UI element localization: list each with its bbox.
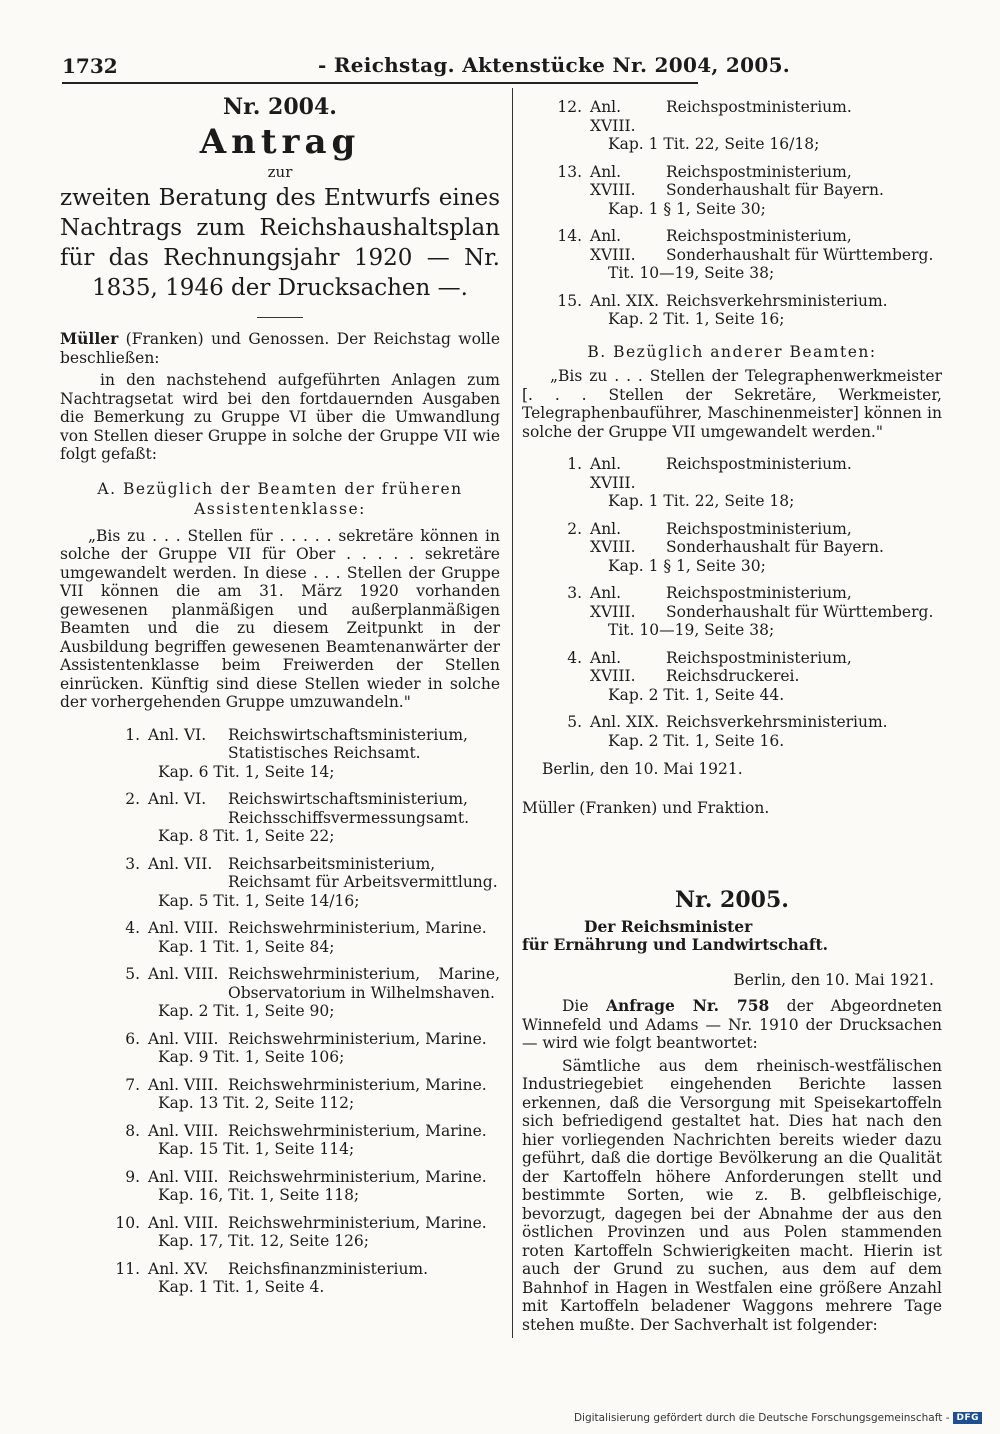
answer-paragraph-2: Sämtliche aus dem rheinisch-westfälischen Industriegebiet eingehenden Berichte lassen erkennen, daß die Versorgung mit Speisekartoffeln sich befriedigend gestaltet hat. Dies hat nach den hier vorliegenden Nachrichten bereits wieder dazu geführt, daß die dortige Bevölkerung an die Qualität der Kartoffeln höhere Anforderungen stellt und bestimmte Sorten, wie z. B. gelbfleischige, bevorzugt, dagegen bei der Abnahme der aus den östlichen Provinzen und aus Polen stammenden roten Kartoffeln Schwierigkeiten macht. Hierin ist auch der Grund zu suchen, aus dem auf dem Bahnhof in Hagen in Westfalen eine größere Anzahl mit Kartoffeln beladener Waggons mehrere Tage stehen mußte. Der Sachverhalt ist folgender: bbox=[522, 1056, 942, 1334]
page-number: 1732 bbox=[62, 54, 118, 78]
list-item: 4. Anl. VIII. Reichswehrministerium, Marine. Kap. 1 Tit. 1, Seite 84; bbox=[125, 919, 487, 956]
mover-paragraph bbox=[60, 330, 500, 367]
list-item: 2. Anl. XVIII. Reichspostministerium, Sonderhaushalt für Bayern. Kap. 1 § 1, Seite 30; bbox=[567, 519, 884, 575]
doc-2005-number: Nr. 2005. bbox=[675, 887, 789, 913]
doc-2004-zur: zur bbox=[267, 162, 293, 181]
items-a-right bbox=[522, 98, 942, 329]
footer-text: Digitalisierung gefördert durch die Deutsche Forschungsgemeinschaft - bbox=[573, 1412, 950, 1424]
list-item: 1. Anl. VI. Reichswirtschaftsministerium, Statistisches Reichsamt. Kap. 6 Tit. 1, Seite 14; bbox=[125, 725, 468, 781]
list-item: 2. Anl. VI. Reichswirtschaftsministerium, Reichsschiffsvermessungsamt. Kap. 8 Tit. 1, Seite 22; bbox=[125, 790, 470, 845]
items-b bbox=[522, 455, 942, 750]
list-item: 3. Anl. VII. Reichsarbeitsministerium, Reichsamt für Arbeitsvermittlung. Kap. 5 Tit. 1, Seite 14/16; bbox=[125, 854, 498, 910]
title-rule bbox=[257, 317, 303, 318]
right-column bbox=[522, 98, 942, 1334]
list-item: 9. Anl. VIII. Reichswehrministerium, Marine. Kap. 16, Tit. 1, Seite 118; bbox=[125, 1167, 487, 1204]
answer-paragraph-1: Die Anfrage Nr. 758 der Abgeordneten Winnefeld und Adams — Nr. 1910 der Drucksachen — wird wie folgt beantwortet: bbox=[522, 996, 943, 1052]
list-item: 14. Anl. XVIII. Reichspostministerium, Sonderhaushalt für Württemberg. Tit. 10—19, Seite 38; bbox=[557, 227, 934, 282]
list-item: 3. Anl. XVIII. Reichspostministerium, Sonderhaushalt für Württemberg. Tit. 10—19, Seite 38; bbox=[567, 584, 934, 639]
anfrage-ref: Anfrage Nr. 758 bbox=[605, 996, 770, 1015]
list-item: 5. Anl. XIX. Reichsverkehrsministerium. Kap. 2 Tit. 1, Seite 16. bbox=[567, 713, 888, 750]
running-head: - Reichstag. Aktenstücke Nr. 2004, 2005. bbox=[318, 53, 791, 77]
list-item: 11. Anl. XV. Reichsfinanzministerium. Kap. 1 Tit. 1, Seite 4. bbox=[115, 1259, 429, 1296]
mover-name: Müller bbox=[60, 329, 119, 348]
list-item: 10. Anl. VIII. Reichswehrministerium, Marine. Kap. 17, Tit. 12, Seite 126; bbox=[115, 1213, 487, 1250]
place-date-2004: Berlin, den 10. Mai 1921. bbox=[542, 760, 743, 778]
sender-line-2: für Ernährung und Landwirtschaft. bbox=[522, 935, 829, 954]
items-a-left bbox=[60, 726, 500, 1297]
page-header bbox=[62, 50, 791, 80]
column-divider bbox=[512, 88, 513, 1338]
quote-a: „Bis zu . . . Stellen für . . . . . sekretäre können in solche der Gruppe VII für Ober . . . . . sekretäre umgewandelt werden. In diese . . . Stellen der Gruppe VII können die am 31. März 1920 vorhanden gewesenen planmäßigen und außerplanmäßigen Beamten und die zu diesem Zeitpunkt in der Ausbildung begriffen gewesenen Beamtenanwärter der Assistentenklasse beim Freiwerden der Stellen einrücken. Künftig sind diese Stellen wieder in solche der vorhergehenden Gruppe umzuwandeln." bbox=[60, 526, 500, 711]
section-b-heading: B. Bezüglich anderer Beamten: bbox=[587, 342, 877, 361]
doc-2004-number: Nr. 2004. bbox=[223, 94, 337, 120]
dfg-logo: DFG bbox=[953, 1412, 982, 1424]
doc-2004-subtitle: zweiten Beratung des Entwurfs eines Nachtrags zum Reichshaushaltsplan für das Rechnungsjahr 1920 — Nr. 1835, 1946 der Drucksachen —. bbox=[60, 185, 500, 301]
header-rule bbox=[62, 82, 698, 84]
signature-2004: Müller (Franken) und Fraktion. bbox=[522, 798, 770, 817]
left-column bbox=[60, 94, 500, 1306]
date-2005: Berlin, den 10. Mai 1921. bbox=[733, 970, 934, 989]
list-item: 1. Anl. XVIII. Reichspostministerium. Kap. 1 Tit. 22, Seite 18; bbox=[567, 455, 852, 510]
list-item: 5. Anl. VIII. Reichswehrministerium, Marine, Observatorium in Wilhelmshaven. Kap. 2 Tit. 1, Seite 90; bbox=[125, 965, 500, 1020]
intro-paragraph: in den nachstehend aufgeführten Anlagen zum Nachtragsetat wird bei den fortdauernden Ausgaben die Bemerkung zu Gruppe VI über die Umwandlung von Stellen dieser Gruppe in solche der Gruppe VII wie folgt gefaßt: bbox=[60, 371, 500, 463]
digitization-footer bbox=[574, 1412, 982, 1424]
list-item: 7. Anl. VIII. Reichswehrministerium, Marine. Kap. 13 Tit. 2, Seite 112; bbox=[125, 1075, 487, 1112]
list-item: 6. Anl. VIII. Reichswehrministerium, Marine. Kap. 9 Tit. 1, Seite 106; bbox=[125, 1029, 487, 1066]
sender-line-1: Der Reichsminister bbox=[584, 916, 753, 936]
list-item: 15. Anl. XIX. Reichsverkehrsministerium. Kap. 2 Tit. 1, Seite 16; bbox=[557, 291, 888, 328]
quote-b: „Bis zu . . . Stellen der Telegraphenwerkmeister [. . . Stellen der Sekretäre, Werkmeister, Telegraphenbauführer, Maschinenmeister] können in solche der Gruppe VII umgewandelt werden." bbox=[522, 367, 942, 441]
section-a-heading: A. Bezüglich der Beamten der früheren bbox=[97, 479, 463, 498]
doc-2004-title: Antrag bbox=[199, 121, 361, 162]
mover-text: (Franken) und Genossen. Der Reichstag wolle beschließen: bbox=[60, 330, 500, 367]
list-item: 12. Anl. XVIII. Reichspostministerium. Kap. 1 Tit. 22, Seite 16/18; bbox=[557, 98, 852, 153]
section-a-heading-2: Assistentenklasse: bbox=[194, 500, 366, 518]
list-item: 8. Anl. VIII. Reichswehrministerium, Marine. Kap. 15 Tit. 1, Seite 114; bbox=[125, 1121, 487, 1158]
list-item: 13. Anl. XVIII. Reichspostministerium, Sonderhaushalt für Bayern. Kap. 1 § 1, Seite 30; bbox=[557, 162, 884, 218]
list-item: 4. Anl. XVIII. Reichspostministerium, Reichsdruckerei. Kap. 2 Tit. 1, Seite 44. bbox=[567, 648, 852, 704]
